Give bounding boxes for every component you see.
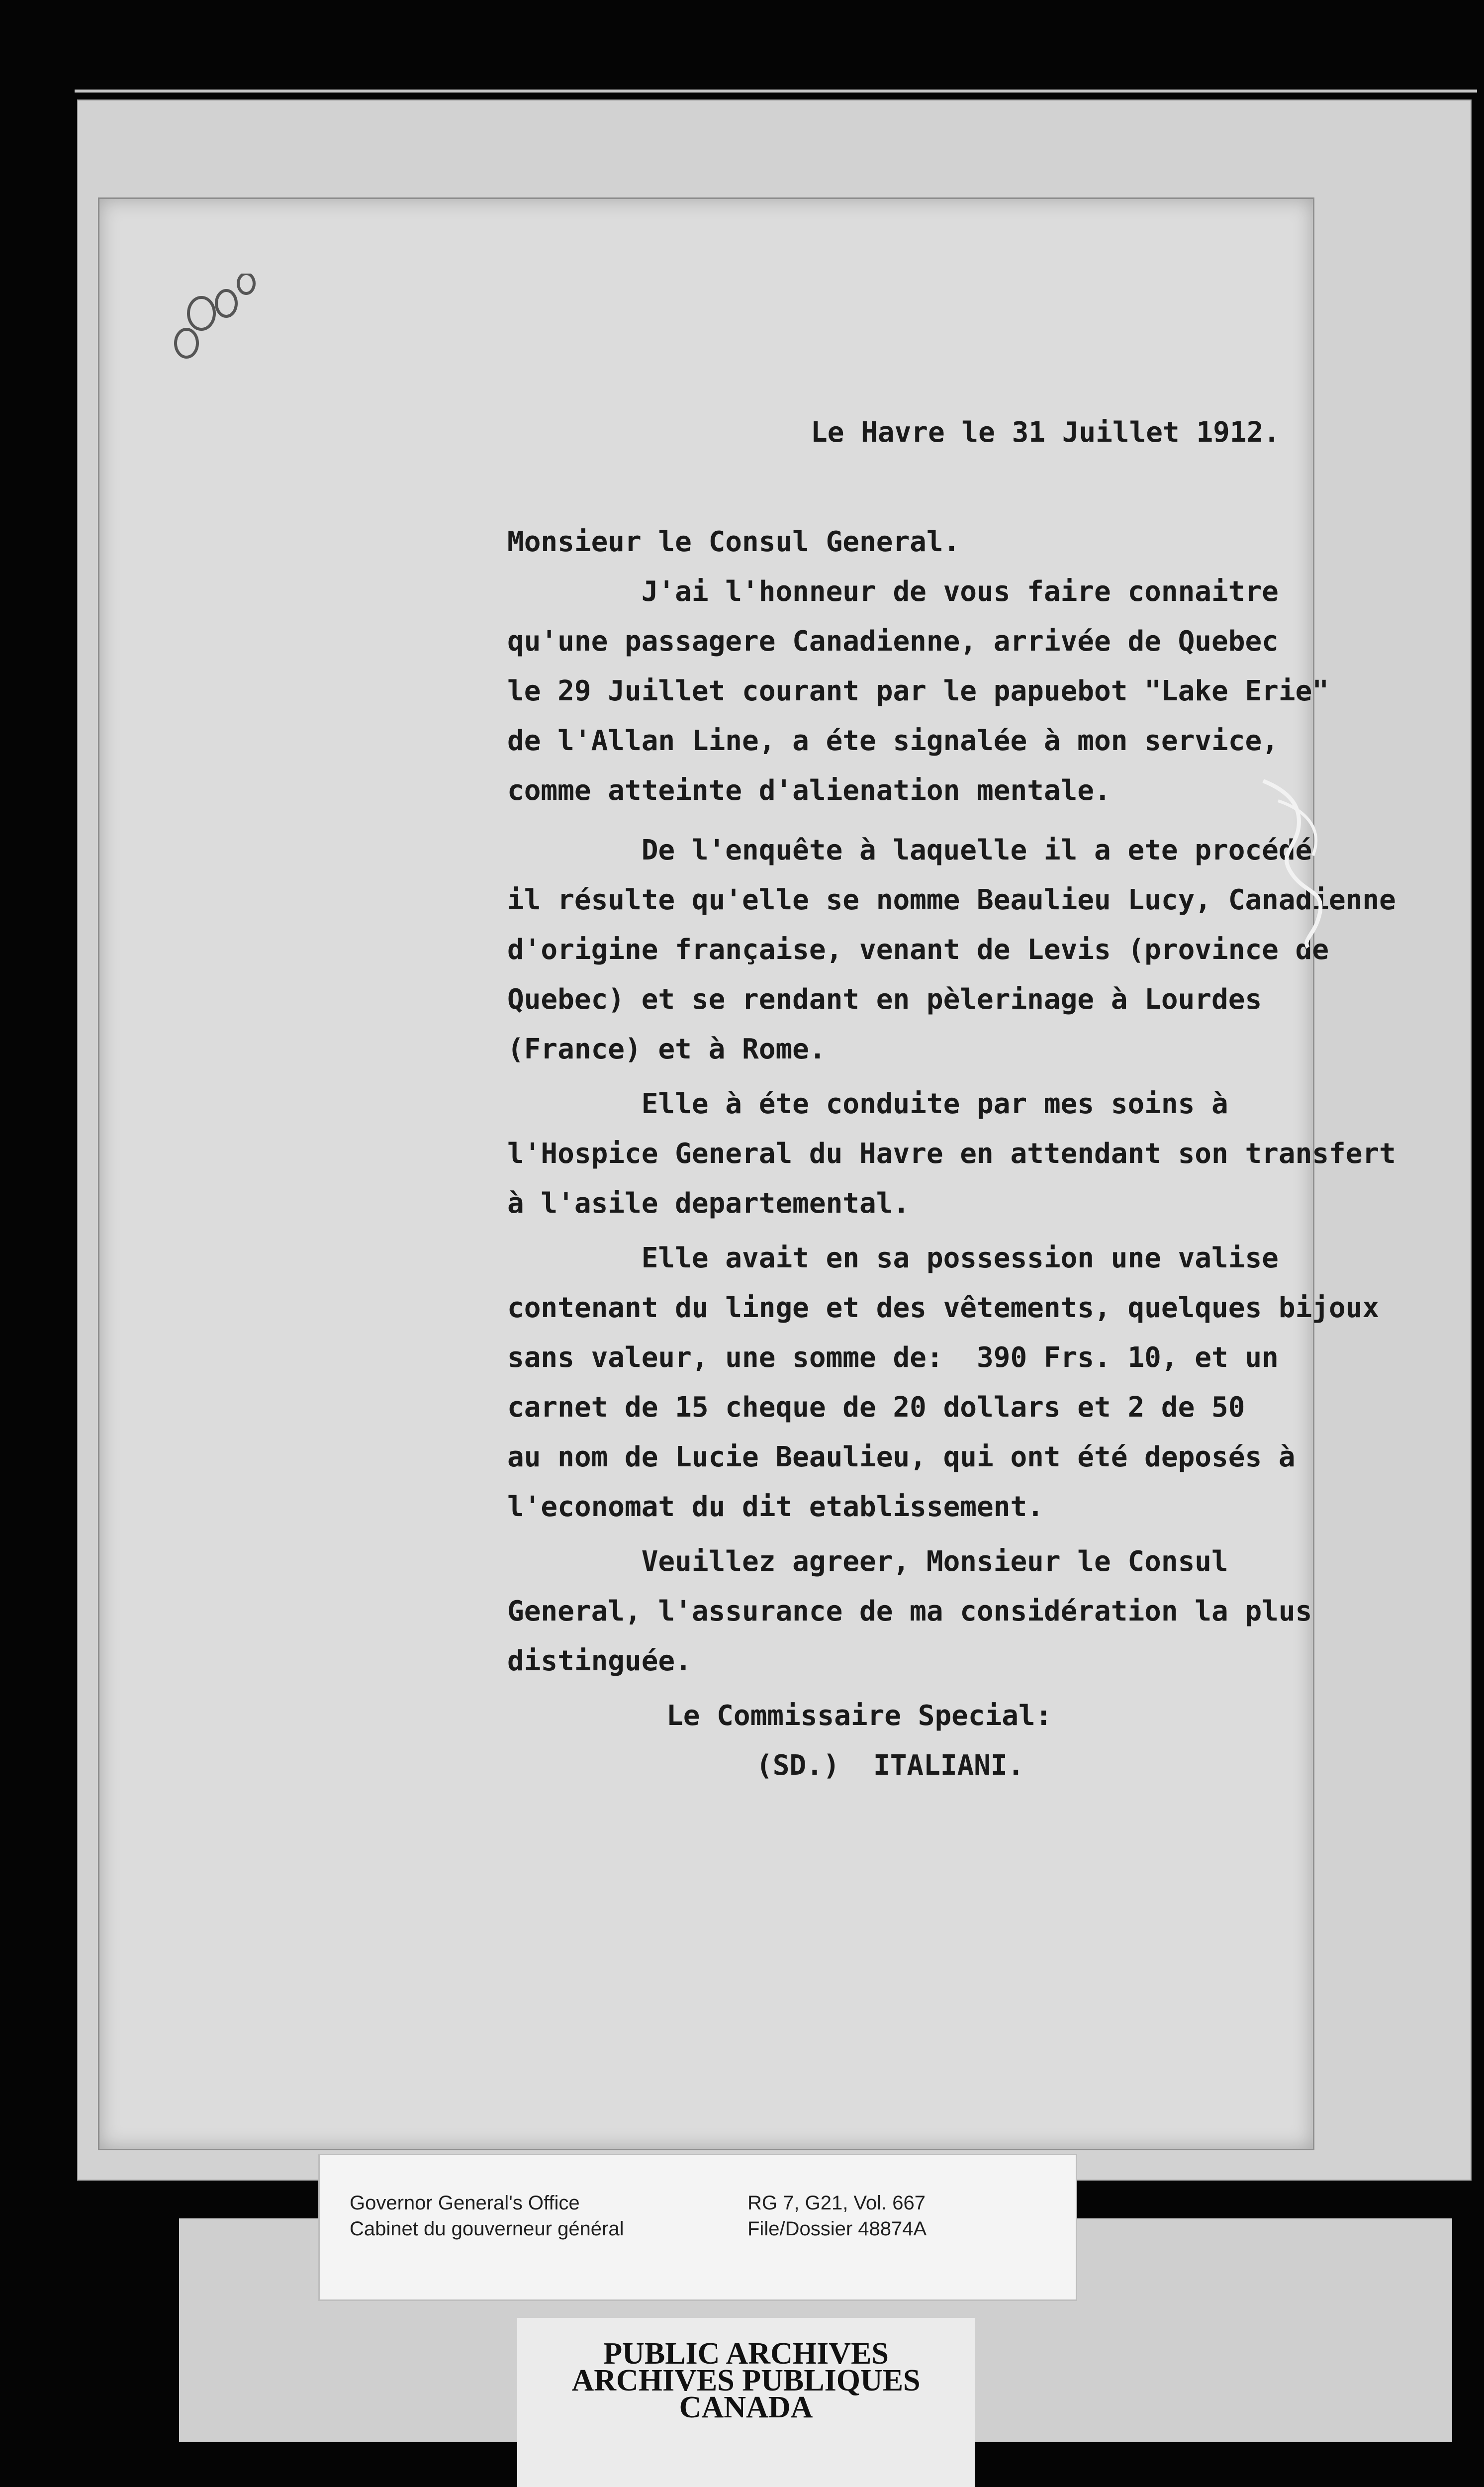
text-line: distinguée. xyxy=(507,1645,692,1677)
file-number: File/Dossier 48874A xyxy=(747,2218,927,2240)
text-line: au nom de Lucie Beaulieu, qui ont été deposés à xyxy=(507,1441,1296,1473)
text-line: Quebec) et se rendant en pèlerinage à Lourdes xyxy=(507,983,1262,1016)
punch-holes-mark xyxy=(167,274,266,383)
archives-country: CANADA xyxy=(679,2391,813,2424)
handwritten-scribble-mark xyxy=(1258,771,1338,950)
letter-date: Le Havre le 31 Juillet 1912. xyxy=(811,416,1281,449)
text-line: l'Hospice General du Havre en attendant son transfert xyxy=(507,1138,1396,1170)
text-line: (France) et à Rome. xyxy=(507,1033,826,1065)
archive-reference-label xyxy=(318,2154,1077,2301)
text-line: sans valeur, une somme de: 390 Frs. 10, et un xyxy=(507,1341,1279,1374)
file-reference xyxy=(747,2190,927,2242)
text-line: le 29 Juillet courant par le papuebot "Lake Erie" xyxy=(507,675,1329,707)
text-line: d'origine française, venant de Levis (province de xyxy=(507,934,1329,966)
frame-top-edge xyxy=(75,90,1477,93)
letter-salutation: Monsieur le Consul General. xyxy=(507,526,960,558)
archives-stamp xyxy=(517,2318,975,2487)
office-names xyxy=(350,2190,624,2242)
text-line: comme atteinte d'alienation mentale. xyxy=(507,774,1111,807)
text-line: J'ai l'honneur de vous faire connaitre xyxy=(507,575,1279,608)
text-line: Elle avait en sa possession une valise xyxy=(507,1242,1279,1274)
text-line: il résulte qu'elle se nomme Beaulieu Lucy, Canadienne xyxy=(507,884,1396,916)
text-line: Veuillez agreer, Monsieur le Consul xyxy=(507,1545,1228,1578)
text-line: contenant du linge et des vêtements, quelques bijoux xyxy=(507,1292,1380,1324)
text-line: De l'enquête à laquelle il a ete procédé xyxy=(507,834,1312,866)
office-name-english: Governor General's Office xyxy=(350,2192,580,2214)
text-line: l'economat du dit etablissement. xyxy=(507,1491,1044,1523)
letter-page xyxy=(99,199,1396,2149)
archives-name-english: PUBLIC ARCHIVES xyxy=(603,2337,889,2371)
text-line: General, l'assurance de ma considération la plus xyxy=(507,1595,1312,1627)
text-line: carnet de 15 cheque de 20 dollars et 2 de 50 xyxy=(507,1391,1245,1424)
archives-name-french: ARCHIVES PUBLIQUES xyxy=(571,2364,921,2397)
text-line: Elle à éte conduite par mes soins à xyxy=(507,1088,1228,1120)
text-line: de l'Allan Line, a éte signalée à mon service, xyxy=(507,725,1279,757)
office-name-french: Cabinet du gouverneur général xyxy=(350,2218,624,2240)
text-line: qu'une passagere Canadienne, arrivée de Quebec xyxy=(507,625,1279,658)
text-line: à l'asile departemental. xyxy=(507,1187,910,1220)
signature-name: (SD.) ITALIANI. xyxy=(756,1749,1024,1782)
record-group-reference: RG 7, G21, Vol. 667 xyxy=(747,2192,926,2214)
signature-title: Le Commissaire Special: xyxy=(666,1700,1052,1732)
